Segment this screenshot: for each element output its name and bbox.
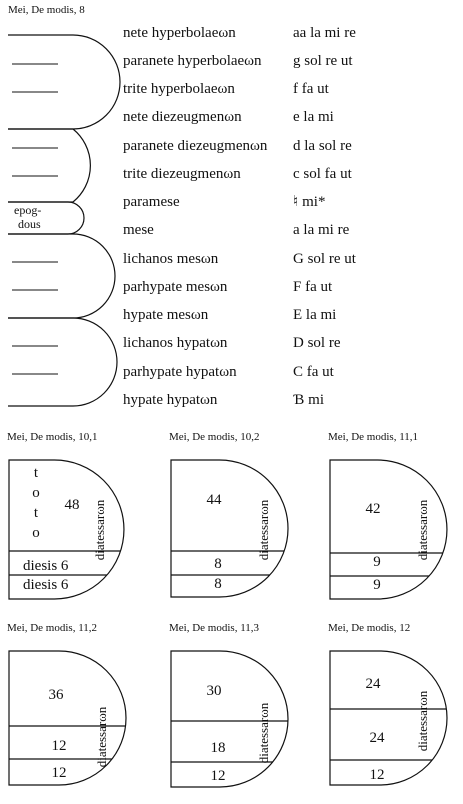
- note-name: nete hyperbolaeωn: [123, 25, 236, 41]
- interval-diagram: [169, 622, 288, 787]
- diatessaron-label: diatessarωn: [94, 706, 109, 768]
- interval-value: 9: [373, 554, 381, 570]
- diatessaron-label: diatessarωn: [256, 702, 271, 764]
- interval-value: 8: [214, 556, 222, 572]
- note-row: [123, 25, 356, 41]
- note-name: mese: [123, 222, 154, 238]
- interval-diagram-caption: Mei, De modis, 11,2: [7, 622, 98, 634]
- note-name: paranete diezeugmenωn: [123, 138, 268, 154]
- solmization-syllables: c sol fa ut: [293, 166, 352, 182]
- note-name: nete diezeugmenωn: [123, 109, 242, 125]
- interval-value: diesis 6: [23, 577, 69, 593]
- note-row: [123, 335, 341, 351]
- interval-diagram: [328, 431, 447, 599]
- note-row: [123, 251, 357, 267]
- interval-value: 12: [369, 767, 385, 783]
- interval-value: 24: [369, 730, 385, 746]
- note-name: trite hyperbolaeωn: [123, 81, 235, 97]
- note-name: hypate hypatωn: [123, 392, 218, 408]
- note-row: [123, 364, 335, 380]
- toto-letter: o: [32, 525, 40, 541]
- tetrachord-bracket-3: [8, 234, 115, 318]
- note-row: [123, 392, 324, 408]
- note-row: [123, 166, 353, 182]
- epogdous-label-2: dous: [18, 217, 41, 231]
- interval-diagram: [7, 622, 126, 785]
- note-name: trite diezeugmenωn: [123, 166, 241, 182]
- note-rows: [123, 25, 357, 408]
- note-name: hypate mesωn: [123, 307, 209, 323]
- note-row: [123, 279, 333, 295]
- small-diagrams: [7, 431, 447, 787]
- note-row: [123, 222, 350, 238]
- solmization-syllables: g sol re ut: [293, 53, 353, 69]
- note-row: [123, 307, 336, 323]
- note-name: lichanos hypatωn: [123, 335, 228, 351]
- solmization-syllables: e la mi: [293, 109, 334, 125]
- top-diagram-caption: Mei, De modis, 8: [8, 4, 85, 16]
- interval-value: 36: [48, 687, 64, 703]
- toto-letter: t: [33, 465, 39, 481]
- note-name: parhypate mesωn: [123, 279, 228, 295]
- interval-value: diesis 6: [23, 558, 69, 574]
- toto-letter: o: [32, 485, 40, 501]
- interval-diagram: [169, 431, 288, 597]
- tetrachord-bracket-1: [8, 35, 120, 129]
- solmization-syllables: G sol re ut: [293, 251, 356, 267]
- interval-diagram: [328, 622, 447, 785]
- solmization-syllables: aa la mi re: [293, 25, 356, 41]
- interval-value: 48: [64, 497, 80, 513]
- solmization-syllables: F fa ut: [293, 279, 333, 295]
- solmization-syllables: C fa ut: [293, 364, 334, 380]
- epogdous-label-1: epog-: [14, 203, 42, 217]
- interval-value: 18: [210, 740, 226, 756]
- interval-diagram-caption: Mei, De modis, 10,2: [169, 431, 260, 443]
- interval-value: 12: [210, 768, 226, 784]
- note-name: paramese: [123, 194, 180, 210]
- interval-value: 30: [206, 683, 222, 699]
- interval-value: 8: [214, 576, 222, 592]
- interval-value: 12: [51, 765, 67, 781]
- diatessaron-label: diatessarωn: [415, 690, 430, 752]
- toto-letter: t: [33, 505, 39, 521]
- note-row: [123, 194, 325, 210]
- interval-diagram-caption: Mei, De modis, 11,3: [169, 622, 260, 634]
- interval-value: 24: [365, 676, 381, 692]
- interval-diagram-caption: Mei, De modis, 12: [328, 622, 411, 634]
- top-diagram: [8, 4, 357, 408]
- interval-value: 12: [51, 738, 67, 754]
- interval-value: 9: [373, 577, 381, 593]
- tetrachord-bracket-4: [8, 318, 117, 406]
- note-name: lichanos mesωn: [123, 251, 219, 267]
- note-row: [123, 138, 352, 154]
- solmization-syllables: d la sol re: [293, 138, 352, 154]
- interval-diagram: [7, 431, 124, 599]
- solmization-syllables: E la mi: [293, 307, 337, 323]
- interval-diagram-caption: Mei, De modis, 10,1: [7, 431, 98, 443]
- solmization-syllables: a la mi re: [293, 222, 350, 238]
- solmization-syllables: Ɓ mi: [293, 392, 324, 408]
- solmization-syllables: ♮ mi*: [293, 194, 326, 210]
- solmization-syllables: f fa ut: [293, 81, 329, 97]
- note-row: [123, 81, 330, 97]
- diatessaron-label: diatessarωn: [256, 499, 271, 561]
- tetrachord-bracket-2: [8, 129, 90, 202]
- diatessaron-label: diatessarωn: [415, 499, 430, 561]
- note-name: paranete hyperbolaeωn: [123, 53, 262, 69]
- note-row: [123, 109, 334, 125]
- interval-value: 42: [365, 501, 381, 517]
- note-row: [123, 53, 353, 69]
- diatessaron-label: diatessarωn: [92, 499, 107, 561]
- interval-value: 44: [206, 492, 222, 508]
- interval-diagram-caption: Mei, De modis, 11,1: [328, 431, 419, 443]
- note-name: parhypate hypatωn: [123, 364, 237, 380]
- solmization-syllables: D sol re: [293, 335, 341, 351]
